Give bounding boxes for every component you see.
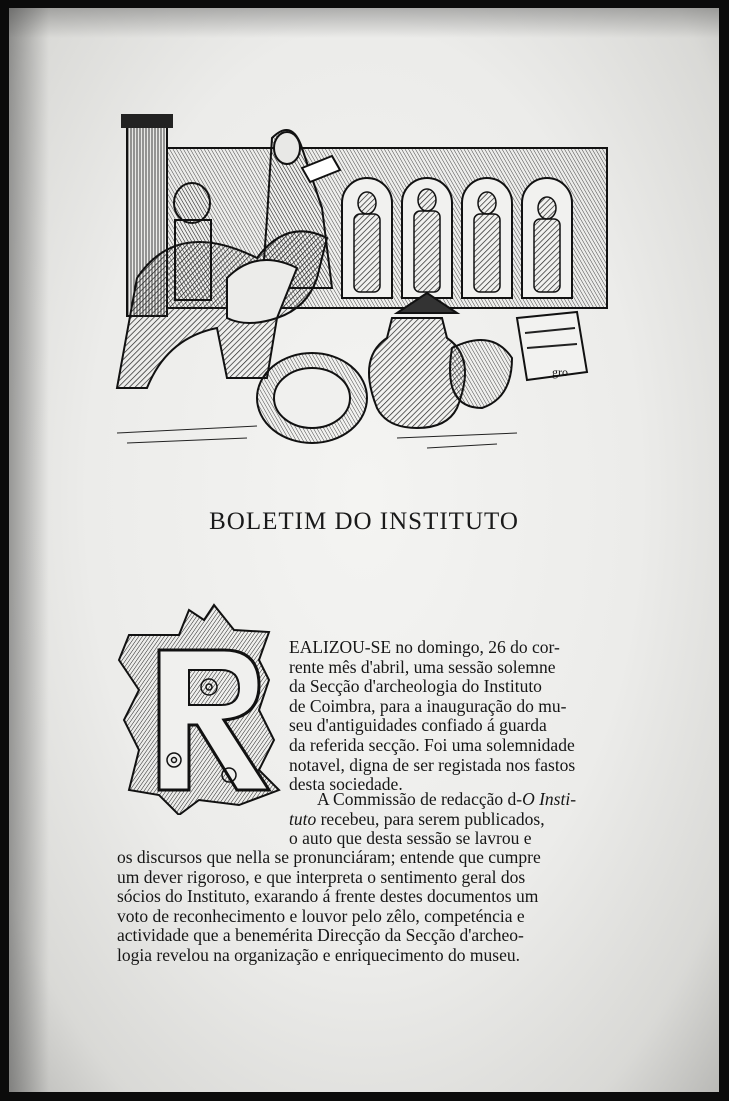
engraving-signature: gro bbox=[552, 365, 568, 379]
page-edge-shadow-top bbox=[9, 8, 719, 38]
page-edge-shadow bbox=[9, 8, 49, 1092]
text-line: os discursos que nella se pronunciáram; entende que cumpre bbox=[117, 847, 541, 867]
text-line: rente mês d'abril, uma sessão solemne bbox=[289, 656, 556, 677]
paragraph-2-line2: tuto recebeu, para serem publicados, bbox=[289, 809, 545, 829]
paragraph-1 bbox=[289, 638, 609, 795]
text-line: seu d'antiguidades confiado á guarda bbox=[289, 715, 547, 736]
text-line: actividade que a benemérita Direcção da Secção d'archeo- bbox=[117, 925, 524, 946]
paragraph-2-indented bbox=[289, 790, 609, 810]
text-line: voto de reconhecimento e louvor pelo zêlo, competéncia e bbox=[117, 905, 525, 926]
page-title: BOLETIM DO INSTITUTO bbox=[209, 508, 519, 535]
text-line: da referida secção. Foi uma solemnidade bbox=[289, 734, 575, 755]
text-line: desta sociedade. bbox=[289, 774, 403, 795]
text-line: A Commissão de redacção d-O Insti- bbox=[317, 789, 577, 809]
journal-title-italic: tuto bbox=[289, 809, 317, 829]
text-line: sócios do Instituto, exarando á frente destes documentos um bbox=[117, 886, 539, 907]
document-page bbox=[9, 8, 719, 1092]
ornamental-initial-r bbox=[109, 600, 287, 815]
journal-title-italic: O Insti- bbox=[522, 789, 577, 809]
paragraph-2-line3: o auto que desta sessão se lavrou e bbox=[289, 828, 532, 848]
text-line: da Secção d'archeologia do Instituto bbox=[289, 676, 542, 697]
paragraph-2-full bbox=[117, 848, 609, 966]
text-line: de Coimbra, para a inauguração do mu- bbox=[289, 695, 567, 716]
text-line: um dever rigoroso, e que interpreta o sentimento geral dos bbox=[117, 866, 526, 887]
text-line: logia revelou na organização e enriquecimento do museu. bbox=[117, 944, 520, 965]
archaeology-museum-engraving bbox=[97, 108, 617, 458]
text-line: notavel, digna de ser registada nos fastos bbox=[289, 754, 576, 775]
text-line: EALIZOU-SE no domingo, 26 do cor- bbox=[289, 637, 560, 657]
